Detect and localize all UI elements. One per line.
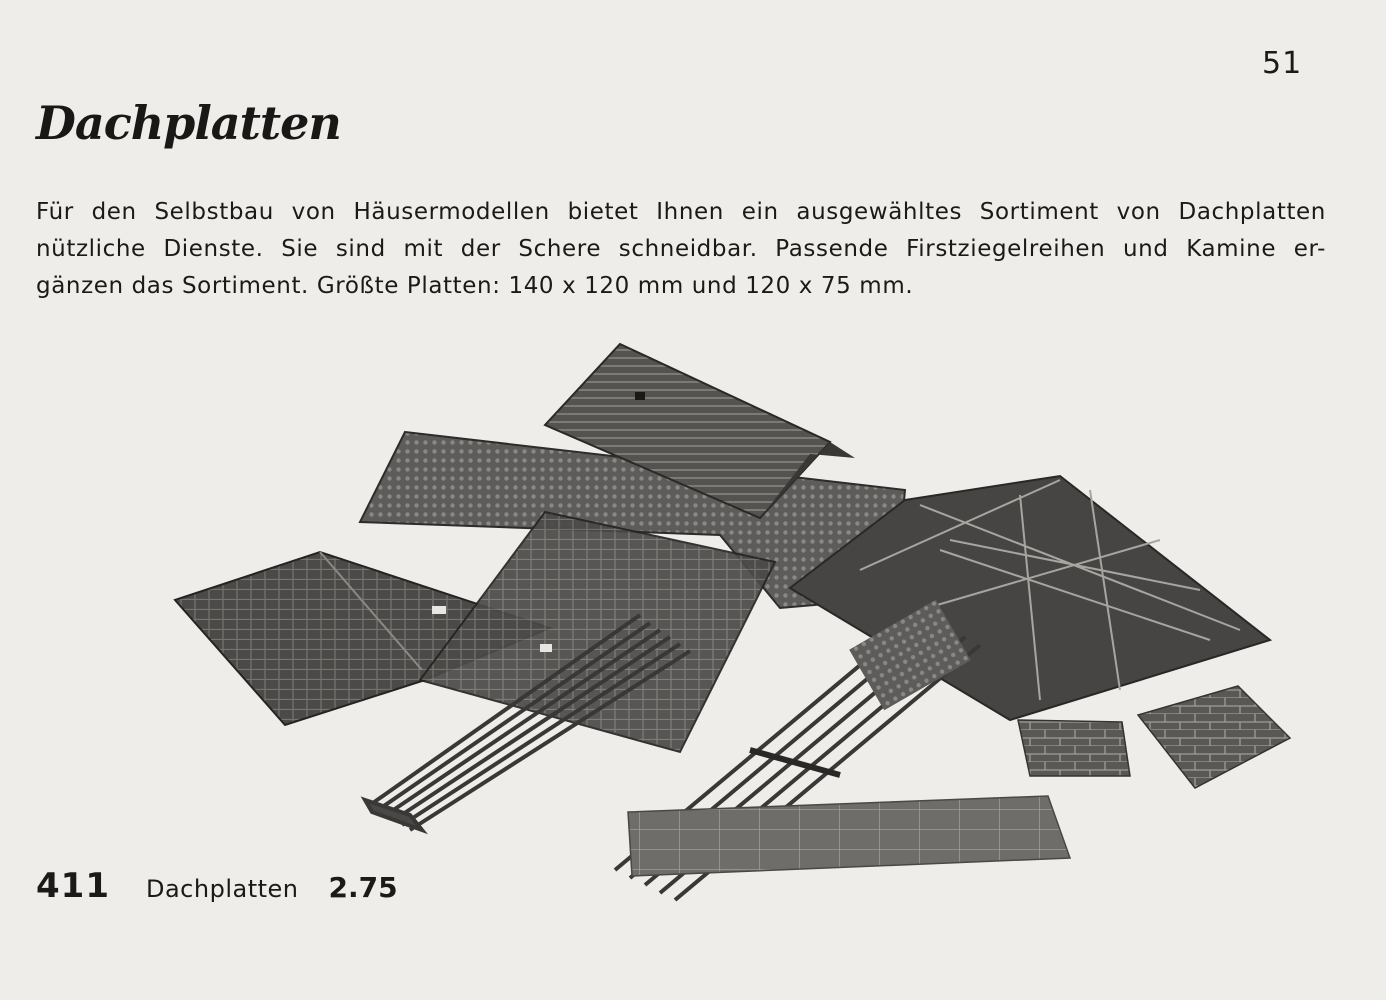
brick-plate-small xyxy=(1018,720,1130,776)
flat-tile-strip xyxy=(628,796,1070,876)
description-line-2: nützliche Dienste. Sie sind mit der Schere schneidbar. Passende Firstziegelreihen und Kamine er- xyxy=(36,236,1326,262)
brick-plate-large xyxy=(1138,686,1290,788)
description-line-3: gänzen das Sortiment. Größte Platten: 140 x 120 mm und 120 x 75 mm. xyxy=(36,273,914,299)
page-heading: Dachplatten xyxy=(36,96,341,150)
roof-plates-photo xyxy=(160,330,1300,930)
description-line-1: Für den Selbstbau von Häusermodellen bietet Ihnen ein ausgewähltes Sortiment von Dachplatten xyxy=(36,199,1326,225)
product-price: 2.75 xyxy=(328,871,398,904)
page-number: 51 xyxy=(1262,46,1303,81)
product-line xyxy=(36,866,398,916)
product-name: Dachplatten xyxy=(145,875,299,903)
description-paragraph xyxy=(36,194,1326,305)
product-number: 411 xyxy=(36,866,110,906)
mesh-roof-plate xyxy=(420,512,775,752)
